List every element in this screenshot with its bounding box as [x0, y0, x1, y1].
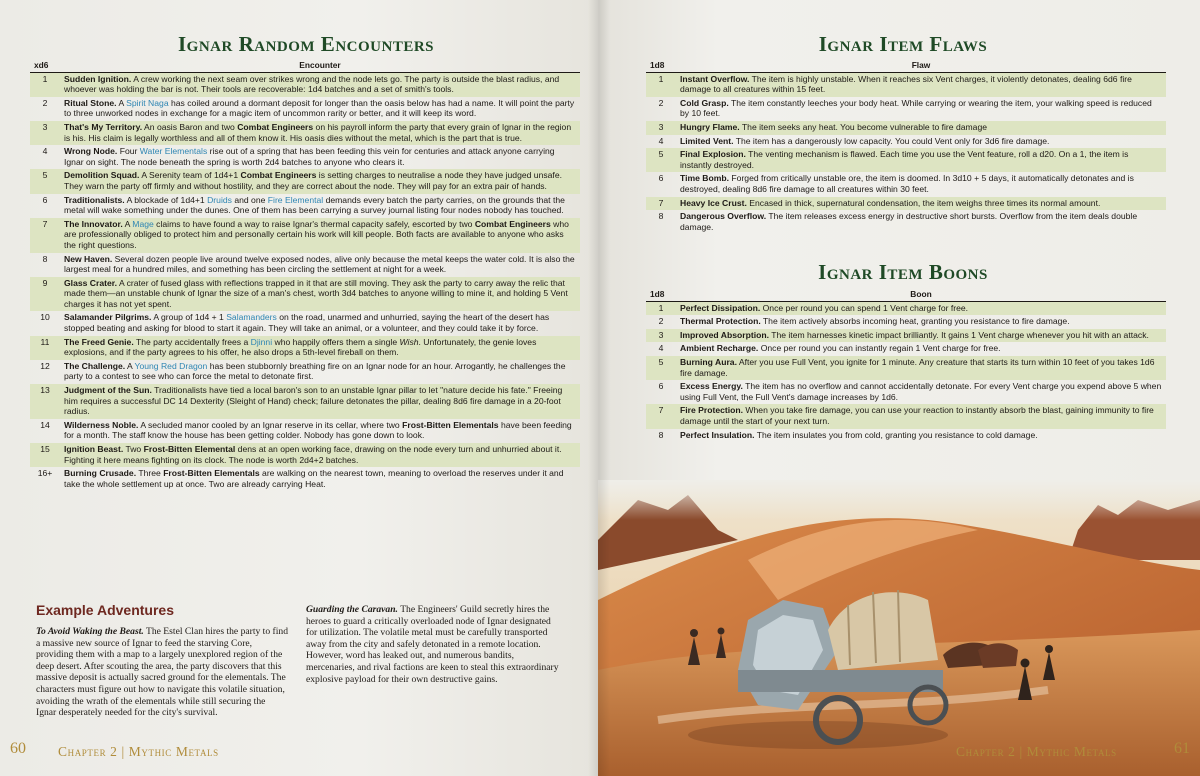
flaw-text — [676, 148, 1166, 172]
flaw-description: The item constantly leeches your body heat. While carrying or wearing the item, your walking speed is reduced by 10 feet. — [680, 97, 1152, 119]
encounter-row — [30, 145, 580, 169]
desert-caravan-illustration — [598, 480, 1200, 776]
flaw-roll: 4 — [658, 135, 664, 146]
monster-link: Fire Elemental — [267, 194, 324, 205]
boon-name: Improved Absorption. — [680, 329, 769, 340]
encounter-text — [60, 384, 580, 419]
flaw-roll: 7 — [646, 197, 676, 211]
encounter-row — [30, 443, 580, 467]
encounter-roll: 16+ — [37, 468, 53, 479]
encounter-roll: 13 — [30, 384, 60, 419]
encounter-bold-text: Combat Engineers — [240, 170, 317, 181]
flaw-description: Encased in thick, supernatural condensation, the item weighs three times its normal amount. — [746, 197, 1101, 208]
boon-text — [676, 301, 1166, 315]
encounter-text-segment: A — [125, 360, 135, 371]
encounter-bold-text: Combat Engineers — [474, 218, 551, 229]
flaw-name: Final Explosion. — [680, 149, 746, 160]
encounter-text-segment: A crater of fused glass with reflections trapped in it that are still moving. They ask the party to carry away the relic that made them—an unstable chunk of Ignar the size of a man's chest, worth 3d4 batches to anyone willing to mine it, and holding 5 Vent charges it has not yet spent. — [64, 277, 568, 309]
encounter-text-segment: dens at an open working face, drawing on the node every turn and unhurried about it. Fighting it here means fighting on its clock. The node is worth 2d4+2 batches. — [64, 444, 562, 465]
encounter-text-segment: demands every batch the party carries, on the grounds that the metal will wake something under the dunes. One of them has been carrying a survey journal listing four nodes nobody has touched. — [64, 194, 565, 216]
boon-roll: 2 — [658, 316, 664, 327]
boon-name: Ambient Recharge. — [680, 343, 759, 354]
encounter-text-segment: An oasis Baron and two — [142, 121, 238, 132]
encounter-row — [30, 121, 580, 145]
boon-description: The item harnesses kinetic impact brilliantly. It gains 1 Vent charge whenever you hit with an attack. — [768, 329, 1149, 340]
encounter-text-segment: has been stubbornly breathing fire on an Ignar node for an hour. Arrogantly, he challenges the party to a contest to see who can force the metal to detonate first. — [64, 360, 566, 382]
encounter-text-segment: and one — [231, 194, 268, 205]
monster-link: Salamanders — [226, 312, 277, 323]
encounter-row — [30, 253, 580, 277]
encounter-roll: 14 — [40, 419, 50, 430]
flaw-name: Cold Grasp. — [680, 97, 729, 108]
boon-text — [676, 342, 1166, 356]
encounter-row — [30, 467, 580, 491]
encounter-roll: 8 — [42, 253, 48, 264]
encounter-row — [30, 336, 580, 360]
encounter-text-segment: rise out of a spring that has been feeding this vein for centuries and attack anyone carrying Ignar on sight. The node beneath the spring is worth 2d4 batches to anyone who clears it. — [64, 146, 555, 167]
encounter-text-segment: Four — [117, 146, 140, 157]
encounters-die-header: xd6 — [30, 60, 60, 72]
page-number-left: 60 — [10, 740, 26, 757]
encounter-text — [60, 336, 580, 360]
encounter-bold-text: Salamander Pilgrims. — [64, 312, 152, 323]
encounter-bold-text: Frost-Bitten Elemental — [143, 444, 236, 454]
boon-row — [646, 356, 1166, 380]
encounter-text — [60, 194, 580, 218]
boon-description: Once per round you can instantly regain 1 Vent charge for free. — [758, 343, 1001, 354]
encounter-text — [60, 277, 580, 312]
encounter-row — [30, 419, 580, 443]
encounter-text-segment: on his payroll inform the party that every grain of Ignar in the region is his. His claim is legally worthless and all of them know it. His oasis dies without the metal, which is the part that is true. — [64, 121, 572, 143]
flaws-title: Ignar Item Flaws — [818, 32, 988, 56]
right-page — [598, 0, 1200, 776]
boon-name: Excess Energy. — [680, 381, 743, 392]
boon-description: The item actively absorbs incoming heat, granting you resistance to fire damage. — [760, 316, 1070, 327]
encounter-text-segment: are walking on the nearest town, meaning to overload the reserves under it and take the whole settlement up at once. Two are already carrying Heat. — [64, 468, 564, 489]
boon-roll: 7 — [646, 404, 676, 428]
boons-col-header: Boon — [676, 289, 1166, 301]
encounters-header-row — [30, 60, 580, 72]
encounter-text-segment: Three — [136, 468, 164, 479]
flaw-row — [646, 148, 1166, 172]
encounter-roll: 12 — [40, 360, 50, 371]
monster-link: Water Elementals — [139, 146, 208, 157]
encounter-row — [30, 277, 580, 312]
encounter-bold-text: Ignition Beast. — [64, 444, 124, 454]
encounter-bold-text: Wilderness Noble. — [64, 419, 139, 430]
encounter-text-segment: The party accidentally frees a — [133, 336, 251, 347]
flaw-roll: 5 — [646, 148, 676, 172]
encounter-bold-text: Frost-Bitten Elementals — [163, 468, 260, 479]
encounter-roll: 7 — [30, 218, 60, 253]
boon-description: Once per round you can spend 1 Vent charge for free. — [760, 302, 969, 313]
encounter-row — [30, 97, 580, 121]
flaw-text — [676, 72, 1166, 97]
encounter-text — [60, 145, 580, 169]
encounters-col-header: Encounter — [60, 60, 580, 72]
flaw-name: Instant Overflow. — [680, 73, 750, 84]
encounter-row — [30, 311, 580, 335]
encounter-text-segment: A secluded manor cooled by an Ignar reserve in its cellar, where two — [138, 419, 403, 430]
flaw-row — [646, 72, 1166, 97]
monster-link: Druids — [207, 194, 232, 205]
encounter-italic-text: Wish — [399, 336, 419, 347]
boon-name: Perfect Dissipation. — [680, 302, 761, 313]
boon-row — [646, 342, 1166, 356]
flaw-description: The item seeks any heat. You become vulnerable to fire damage — [739, 121, 988, 132]
boon-name: Burning Aura. — [680, 356, 737, 367]
encounter-row — [30, 360, 580, 384]
flaw-row — [646, 197, 1166, 211]
flaws-die-header: 1d8 — [646, 60, 676, 72]
boon-roll: 1 — [646, 301, 676, 315]
encounter-roll: 4 — [42, 146, 48, 157]
monster-link: Spirit Naga — [126, 97, 169, 108]
flaw-name: Hungry Flame. — [680, 121, 740, 132]
example-adventures-heading: Example Adventures — [36, 602, 174, 618]
flaw-text — [676, 210, 1166, 234]
example-adventure-2-text: The Engineers' Guild secretly hires the heroes to guard a critically overloaded node of Ignar designated for utilization. The volatile metal must be carefully transported away from the city and safely detonated in a remote location. However, word has leaked out, and numerous bandits, mercenaries, and rival factions are keen to steal this extraordinary explosive payload for their own destructive gains. — [306, 604, 559, 685]
boons-body — [646, 301, 1166, 442]
encounter-text-segment: on the road, unarmed and unhurried, saying the heart of the desert has stopped beating and asking for blood to start it again. They will take an animal, or a volunteer, and they could take it by force. — [64, 312, 550, 334]
flaws-header-row — [646, 60, 1166, 72]
flaw-roll: 8 — [658, 211, 664, 222]
page-gutter — [588, 0, 610, 776]
encounter-text — [60, 467, 580, 491]
boon-roll: 6 — [658, 381, 664, 392]
flaw-text — [676, 172, 1166, 196]
encounter-roll: 10 — [40, 312, 50, 323]
boon-text — [676, 429, 1166, 443]
example-adventure-1 — [36, 626, 288, 719]
boon-name: Perfect Insulation. — [680, 429, 755, 440]
encounter-bold-text: Wrong Node. — [64, 146, 118, 157]
flaw-text — [676, 97, 1166, 121]
flaw-text — [676, 121, 1166, 135]
monster-link: Young Red Dragon — [134, 360, 208, 371]
encounter-roll: 9 — [30, 277, 60, 312]
flaw-text — [676, 135, 1166, 149]
boon-row — [646, 429, 1166, 443]
encounter-row — [30, 169, 580, 193]
encounter-text — [60, 253, 580, 277]
encounter-roll: 2 — [42, 97, 48, 108]
flaw-description: Forged from critically unstable ore, the item is doomed. In 3d10 + 5 days, it automatically detonates and is destroyed, dealing 8d6 fire damage to all creatures within 30 feet. — [680, 173, 1134, 194]
left-page — [0, 0, 598, 776]
encounters-title: Ignar Random Encounters — [177, 32, 434, 56]
encounter-text-segment: who happily offers them a single — [272, 336, 400, 347]
example-adventure-2 — [306, 604, 564, 685]
encounter-bold-text: The Challenge. — [64, 360, 126, 371]
encounter-bold-text: Traditionalists. — [64, 194, 125, 205]
boon-description: The item insulates you from cold, granting you resistance to cold damage. — [754, 429, 1038, 440]
flaw-row — [646, 210, 1166, 234]
flaw-roll: 6 — [658, 173, 664, 184]
boon-text — [676, 380, 1166, 404]
flaw-description: The venting mechanism is flawed. Each time you use the Vent feature, roll a d20. On a 1, the item is instantly destroyed. — [680, 149, 1129, 170]
encounter-row — [30, 384, 580, 419]
illustration-svg — [598, 480, 1200, 776]
encounter-text-segment: Two — [123, 444, 144, 454]
encounter-bold-text: Combat Engineers — [237, 121, 314, 132]
flaw-name: Time Bomb. — [680, 173, 730, 184]
flaw-description: The item is highly unstable. When it reaches six Vent charges, it violently detonates, dealing 6d6 fire damage to all creatures within 15 feet. — [680, 73, 1132, 95]
encounter-bold-text: Judgment of the Sun. — [64, 385, 152, 396]
encounter-bold-text: The Freed Genie. — [64, 336, 134, 347]
encounter-text — [60, 443, 580, 467]
boons-die-header: 1d8 — [646, 289, 676, 301]
encounter-text-segment: A group of 1d4 + 1 — [151, 312, 227, 323]
encounter-text-segment: A — [116, 97, 127, 108]
encounter-roll: 15 — [30, 443, 60, 467]
example-adventure-1-text: The Estel Clan hires the party to find a massive new source of Ignar to feed the starving Core, providing them with a map to a largely unexplored region of the deep desert. After scouting the area, the party discovers that this massive deposit is actually sacred ground for the elementals. The characters must figure out how to navigate this volatile situation, avoiding the wrath of the elementals while still securing the Ignar desperately needed for the city's survival. — [36, 626, 288, 719]
encounter-roll: 5 — [30, 169, 60, 193]
encounter-text-segment: is setting charges to neutralise a node they have judged unsafe. They warn the party off firmly and without hostility, and they are correct about the node. They will pay for an extra pair of hands. — [64, 170, 562, 191]
encounter-text-segment: A crew working the next seam over strikes wrong and the node lets go. The party is outside the blast radius, and whoever was holding the bar is not. Their tools are recoverable: 1d4 batches and a set of smith's tools. — [64, 73, 560, 95]
flaw-roll: 2 — [658, 97, 664, 108]
encounter-bold-text: New Haven. — [64, 253, 113, 264]
flaw-row — [646, 121, 1166, 135]
boon-roll: 4 — [658, 343, 664, 354]
encounters-body — [30, 72, 580, 491]
flaw-roll: 3 — [646, 121, 676, 135]
page-number-right: 61 — [1174, 740, 1190, 757]
monster-link: Mage — [132, 218, 154, 229]
encounter-row — [30, 72, 580, 97]
encounter-text — [60, 360, 580, 384]
monster-link: Djinni — [250, 336, 273, 347]
boon-row — [646, 329, 1166, 343]
flaw-row — [646, 97, 1166, 121]
encounter-text-segment: has coiled around a dormant deposit for longer than the oasis below has had a name. It will point the party to three unworked nodes in exchange for a magic item of uncommon rarity or better, and it will keep its word. — [64, 97, 575, 119]
boons-table — [646, 289, 1166, 442]
boon-roll: 5 — [646, 356, 676, 380]
encounter-text — [60, 311, 580, 335]
encounter-text — [60, 419, 580, 443]
encounters-table — [30, 60, 580, 491]
encounter-roll: 3 — [30, 121, 60, 145]
encounter-bold-text: Burning Crusade. — [64, 468, 137, 479]
boon-name: Fire Protection. — [680, 405, 744, 416]
flaw-roll: 1 — [646, 72, 676, 97]
flaws-col-header: Flaw — [676, 60, 1166, 72]
encounter-bold-text: Glass Crater. — [64, 277, 118, 288]
flaw-name: Heavy Ice Crust. — [680, 197, 747, 208]
flaw-description: The item has a dangerously low capacity. You could Vent only for 3d6 fire damage. — [733, 135, 1050, 146]
boon-row — [646, 315, 1166, 329]
example-adventure-2-title: Guarding the Caravan. — [306, 604, 398, 615]
boon-roll: 8 — [658, 429, 664, 440]
boon-description: After you use Full Vent, you ignite for 1 minute. Any creature that starts its turn within 10 feet of you takes 1d6 fire damage. — [680, 356, 1155, 378]
encounter-row — [30, 194, 580, 218]
boon-name: Thermal Protection. — [680, 316, 761, 327]
flaws-body — [646, 72, 1166, 234]
encounter-bold-text: The Innovator. — [64, 218, 123, 229]
encounter-text — [60, 72, 580, 97]
encounter-text-segment: . Unfortunately, the genie loves explosions, and if the party agrees to his offer, he also drops a 5th-level fireball on them. — [64, 336, 537, 358]
boon-roll: 3 — [646, 329, 676, 343]
encounter-text-segment: who are professionally obliged to protect him and personally certain his work will kill people. Both facts are available to anyone who asks the right questions. — [64, 218, 569, 250]
boon-row — [646, 301, 1166, 315]
encounter-text — [60, 97, 580, 121]
boon-text — [676, 329, 1166, 343]
encounter-text-segment: A Serenity team of 1d4+1 — [139, 170, 241, 181]
footer-right: Chapter 2 | Mythic Metals — [956, 744, 1117, 759]
flaw-name: Dangerous Overflow. — [680, 211, 767, 222]
encounter-text-segment: A blockade of 1d4+1 — [124, 194, 208, 205]
boons-header-row — [646, 289, 1166, 301]
encounter-text — [60, 169, 580, 193]
encounter-bold-text: That's My Territory. — [64, 121, 143, 132]
boons-title: Ignar Item Boons — [818, 260, 988, 284]
encounter-text-segment: A — [122, 218, 133, 229]
encounter-bold-text: Ritual Stone. — [64, 97, 117, 108]
encounter-bold-text: Demolition Squad. — [64, 170, 140, 181]
boon-text — [676, 404, 1166, 428]
encounter-bold-text: Sudden Ignition. — [64, 73, 132, 84]
footer-left: Chapter 2 | Mythic Metals — [58, 744, 219, 759]
boon-row — [646, 404, 1166, 428]
encounter-roll: 1 — [30, 72, 60, 97]
flaw-row — [646, 172, 1166, 196]
flaws-table — [646, 60, 1166, 234]
encounter-text-segment: have been feeding for a month. The staff know the house has been getting colder. Nobody has gone down to look. — [64, 419, 572, 441]
encounter-text-segment: Traditionalists have tied a local baron's son to an unstable Ignar pillar to let "nature decide his fate." Freeing him requires a successful DC 14 Dexterity (Sleight of Hand) check; failure detonates the pillar, dealing 8d6 fire damage in a 20-foot radius. — [64, 385, 563, 417]
boon-description: The item has no overflow and cannot accidentally detonate. For every Vent charge you expend above 5 when using Full Vent, the Full Vent's damage increases by 1d6. — [680, 381, 1162, 402]
flaw-row — [646, 135, 1166, 149]
encounter-roll: 6 — [42, 194, 48, 205]
encounter-bold-text: Frost-Bitten Elementals — [402, 419, 499, 430]
boon-row — [646, 380, 1166, 404]
example-adventure-1-title: To Avoid Waking the Beast. — [36, 626, 144, 637]
encounter-roll: 11 — [30, 336, 60, 360]
flaw-description: The item releases excess energy in destructive short bursts. Overflow from the item deals double damage. — [680, 211, 1138, 232]
boon-description: When you take fire damage, you can use your reaction to instantly absorb the blast, gaining immunity to fire damage until the start of your next turn. — [680, 405, 1154, 426]
encounter-text-segment: Several dozen people live around twelve exposed nodes, alive only because the metal keeps the water cold. It is also the largest meal for a hundred miles, and something has been circling the settlement at night for a week. — [64, 253, 575, 275]
encounter-row — [30, 218, 580, 253]
encounter-text — [60, 121, 580, 145]
encounter-text — [60, 218, 580, 253]
flaw-name: Limited Vent. — [680, 135, 734, 146]
boon-text — [676, 315, 1166, 329]
flaw-text — [676, 197, 1166, 211]
boon-text — [676, 356, 1166, 380]
encounter-text-segment: claims to have found a way to raise Ignar's thermal capacity safely, escorted by two — [153, 218, 475, 229]
